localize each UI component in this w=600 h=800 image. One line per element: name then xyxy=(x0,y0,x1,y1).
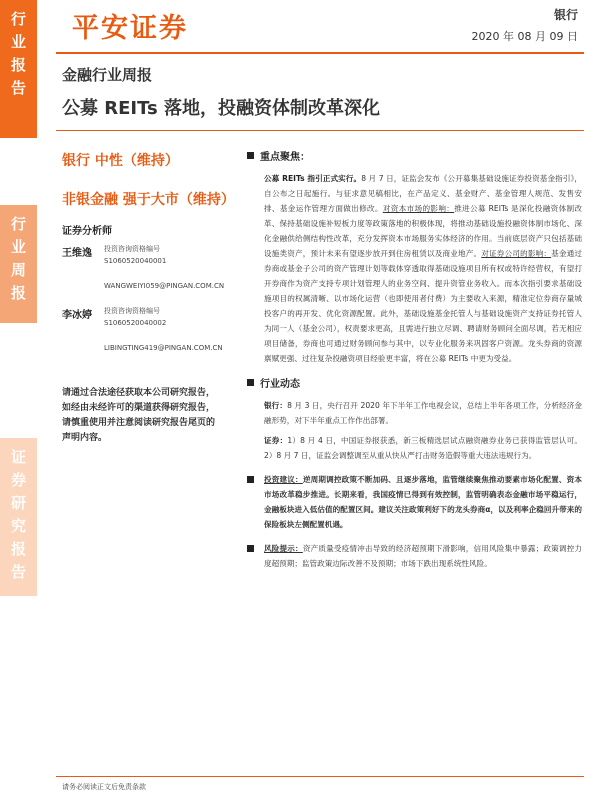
reading-disclaimer: 请通过合法途径获取本公司研究报告，如经由未经许可的渠道获得研究报告，请慎重使用并注意阅读研究报告尾页的声明内容。 xyxy=(62,388,216,443)
bank-lead: 银行： xyxy=(264,401,288,410)
side-tab-weekly xyxy=(0,205,37,323)
analyst-email[interactable]: LIBINGTING419@PINGAN.COM.CN xyxy=(104,344,223,352)
focus-underline-2: 对证券公司的影响： xyxy=(481,249,552,258)
risk-lead: 风险提示： xyxy=(264,544,303,553)
sector-label: 银行 xyxy=(553,8,578,22)
side-tab-report-type xyxy=(0,0,37,138)
analyst-name: 王维逸 xyxy=(62,248,92,259)
risk-text: 资产质量受疫情冲击导致的经济超预期下滑影响，信用风险集中暴露；政策调控力度超预期；监管政策边际改善不及预期；市场下跌出现系统性风险。 xyxy=(264,544,583,568)
focus-text-1: 8 月 7 日，证监会发布《公开募集基础设施证券投资基金指引》，自公布之日起施行。与征求意见稿相比，在产品定义、基金财产、基金管理人规范、发售安排、基金运作管理方面做出修改。 xyxy=(264,174,582,213)
securities-text: 1）8 月 4 日，中国证券报获悉，新三板精选层试点融资融券业务已获得监管层认可。2）8 月 7 日，证监会调整调至从重从快从严打击财务造假等重大违法违规行为。 xyxy=(264,436,583,460)
investment-advice xyxy=(247,472,582,532)
focus-paragraph xyxy=(247,171,582,366)
dynamics-heading-text: 行业动态 xyxy=(260,379,300,390)
bank-news xyxy=(247,398,582,428)
title-divider xyxy=(56,130,584,131)
side-tab-text: 行业报告 xyxy=(10,10,26,97)
company-logo: 平安证券 xyxy=(72,13,188,44)
focus-heading xyxy=(247,148,582,163)
securities-news xyxy=(247,433,582,463)
side-tab-research xyxy=(0,438,37,596)
bullet-square-icon xyxy=(247,379,254,386)
rating-bank: 银行 中性（维持） xyxy=(62,153,179,169)
focus-text-2: 推进公募 REITs 是深化投融资体制改革、保持基础设施补短板力度等政策落地的积极体现，将推动基础设施投融资体制市场化、深化金融供给侧结构性改革，充分发挥资本市场服务实体经济的作用。当前底层资产只包括基础设施类资产，预计未来有望逐步放开到住房租赁以及商业地产。 xyxy=(264,204,583,258)
analyst-email[interactable]: WANGWEIYI059@PINGAN.COM.CN xyxy=(104,282,225,290)
rating-nonbank: 非银金融 强于大市（维持） xyxy=(62,192,235,208)
risk-text-block xyxy=(264,541,582,571)
report-title: 公募 REITs 落地，投融资体制改革深化 xyxy=(62,98,380,119)
header-divider xyxy=(56,52,584,54)
dynamics-heading xyxy=(247,375,582,390)
analyst-cert-label: 投资咨询资格编号 xyxy=(104,245,160,253)
focus-heading-text: 重点聚焦： xyxy=(260,152,310,163)
analyst-cert-number: S1060520040002 xyxy=(104,319,167,327)
securities-lead: 证券： xyxy=(264,436,288,445)
analyst-cert-label: 投资咨询资格编号 xyxy=(104,307,160,315)
analyst-heading: 证券分析师 xyxy=(62,226,112,237)
bullet-square-icon xyxy=(247,476,254,483)
advice-lead: 投资建议： xyxy=(264,475,303,484)
bullet-square-icon xyxy=(247,152,254,159)
report-date: 2020 年 08 月 09 日 xyxy=(471,30,578,43)
bullet-square-icon xyxy=(247,545,254,552)
focus-text-3: 基金通过券商或基金子公司的资产管理计划等载体穿透取得基础设施项目所有权或特许经营权，有望打开券商作为资产支持专项计划管理人的业务空间、提升资管业务收入。而本次指引要求基础设施项目的权属清晰、以市场化运营（也即使用者付费）为主要收入来源，精准定位券商存量城投客户的再开发、优化资源配置。此外，基础设施基金托管人与基础设施资产支持证券托管人为同一人（基金公司），权责要求更高，且需进行独立尽调、聘请财务顾问全面尽调，若无相应项目储备，券商也可通过财务顾问参与其中，以专业化服务来巩固客户资源。龙头券商的资源禀赋更强、过往复杂投融资项目经验更丰富，将在公募 REITs 中更为受益。 xyxy=(264,249,582,363)
analyst-cert-number: S1060520040001 xyxy=(104,257,167,265)
footer-divider xyxy=(56,776,584,777)
advice-text-block xyxy=(264,472,582,532)
side-tab-text: 行业周报 xyxy=(10,215,26,302)
risk-warning xyxy=(247,541,582,571)
advice-text: 逆周期调控政策不断加码、且逐步落地，监管继续聚焦推动要素市场化配置、资本市场改革稳步推进。长期来看，我国疫情已得到有效控制，监管明确表态金融市场平稳运行，金融板块进入低估值的配置区间。建议关注政策利好下的龙头券商α，以及利率企稳回升带来的保险板块左侧配置机遇。 xyxy=(264,475,583,529)
main-content xyxy=(247,148,582,571)
focus-underline-1: 对资本市场的影响： xyxy=(382,204,455,213)
bank-text: 8 月 3 日，央行召开 2020 年下半年工作电视会议，总结上半年各项工作，分析经济金融形势，对下半年重点工作作出部署。 xyxy=(264,401,583,425)
footer-disclaimer: 请务必阅读正文后免责条款 xyxy=(62,783,146,791)
report-type: 金融行业周报 xyxy=(62,66,153,84)
side-tab-text: 证券研究报告 xyxy=(10,448,26,581)
analyst-name: 李冰婷 xyxy=(62,310,92,321)
focus-lead: 公募 REITs 指引正式实行。 xyxy=(264,174,362,183)
